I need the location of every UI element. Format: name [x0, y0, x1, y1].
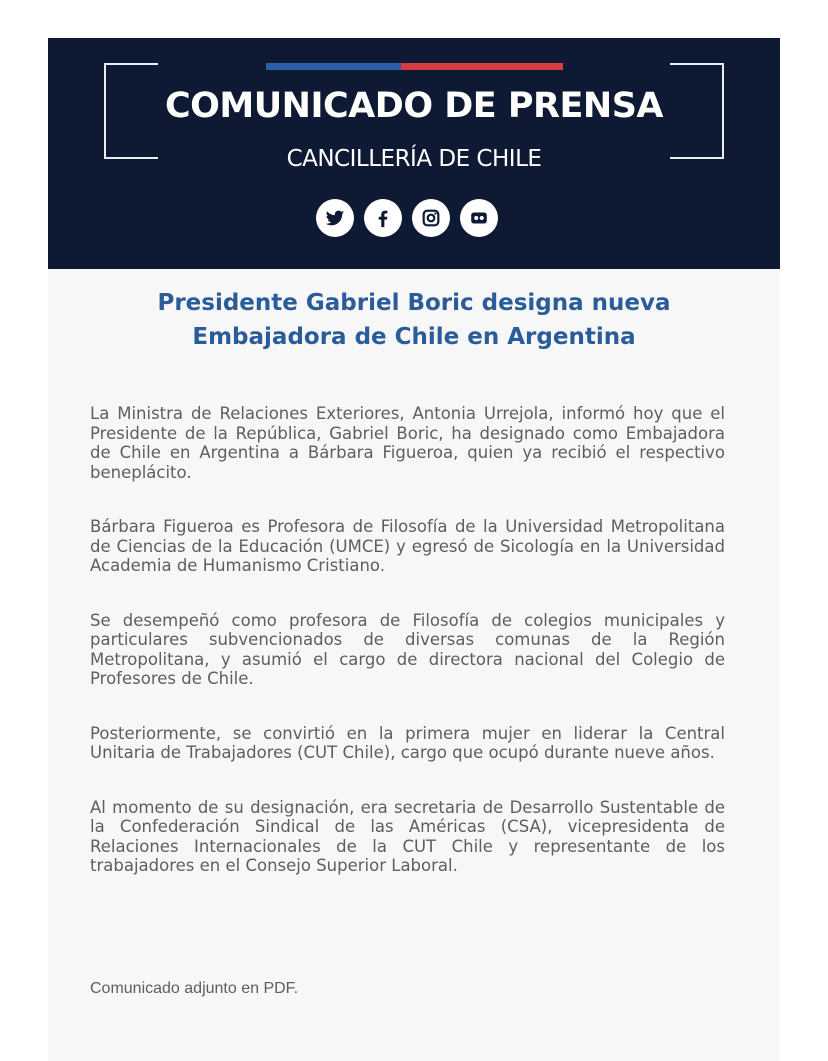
headline-line-1: Presidente Gabriel Boric designa nueva — [157, 290, 671, 316]
body-paragraph: Se desempeñó como profesora de Filosofía de colegios municipales y particulares subvencionados de diversas comunas de la Región Metropolitana, y asumió el cargo de directora nacional del Colegio de Profesores de Chile. — [90, 610, 725, 688]
press-release-card — [48, 38, 780, 1061]
body-paragraph: Al momento de su designación, era secretaria de Desarrollo Sustentable de la Confederación Sindical de las Américas (CSA), vicepresidenta de Relaciones Internacionales de la CUT Chile y representante de los trabajadores en el Consejo Superior Laboral. — [90, 797, 725, 875]
banner-subtitle: CANCILLERÍA DE CHILE — [286, 146, 542, 172]
body-paragraph: La Ministra de Relaciones Exteriores, Antonia Urrejola, informó hoy que el Presidente de la República, Gabriel Boric, ha designado como Embajadora de Chile en Argentina a Bárbara Figueroa, quien ya recibió el respectivo beneplácito. — [90, 404, 725, 482]
headline-line-2: Embajadora de Chile en Argentina — [192, 324, 636, 350]
flag-stripe-red — [401, 63, 563, 70]
banner-title: COMUNICADO DE PRENSA — [164, 86, 663, 126]
article-headline — [88, 286, 740, 354]
flickr-icon[interactable] — [460, 199, 498, 237]
social-links — [316, 199, 498, 237]
instagram-icon[interactable] — [412, 199, 450, 237]
flag-stripe-blue — [266, 63, 401, 70]
facebook-icon[interactable] — [364, 199, 402, 237]
article-body — [90, 404, 725, 911]
attachment-note: Comunicado adjunto en PDF. — [90, 980, 299, 997]
twitter-icon[interactable] — [316, 199, 354, 237]
body-paragraph: Posteriormente, se convirtió en la primera mujer en liderar la Central Unitaria de Trabajadores (CUT Chile), cargo que ocupó durante nueve años. — [90, 723, 725, 762]
body-paragraph: Bárbara Figueroa es Profesora de Filosofía de la Universidad Metropolitana de Ciencias de la Educación (UMCE) y egresó de Sicología en la Universidad Academia de Humanismo Cristiano. — [90, 517, 725, 575]
press-banner — [48, 38, 780, 269]
